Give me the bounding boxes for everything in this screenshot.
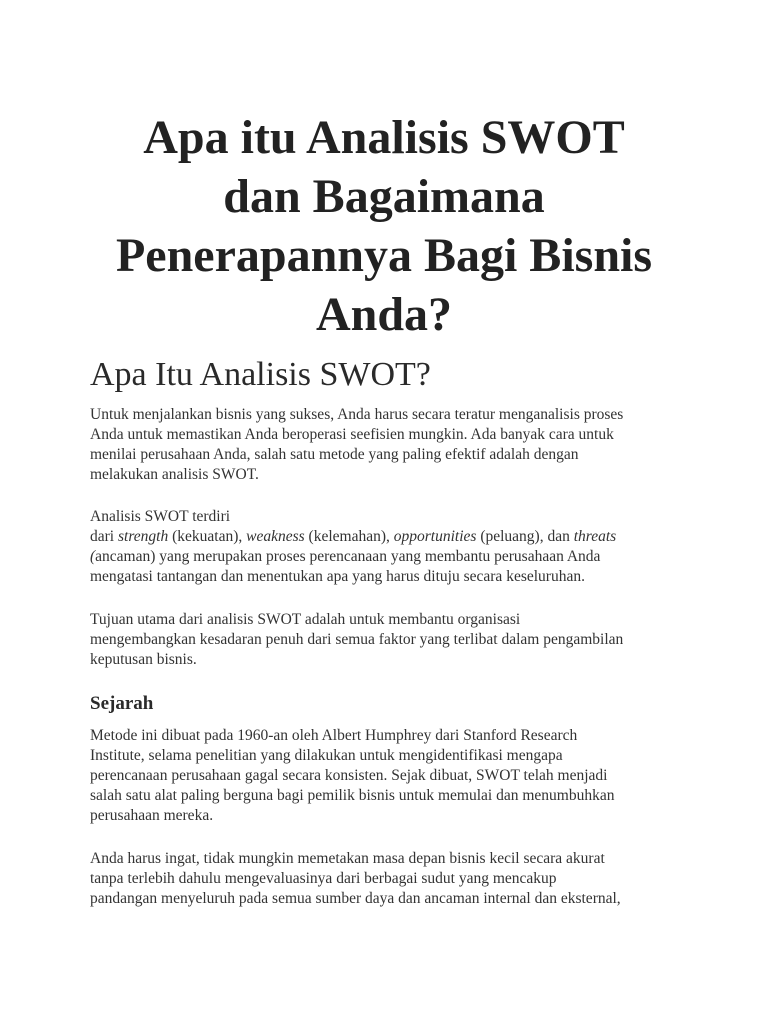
paragraph-intro (90, 405, 690, 485)
paragraph-line: Untuk menjalankan bisnis yang sukses, Anda harus secara teratur menganalisis proses (90, 406, 624, 423)
paragraph-line: Anda untuk memastikan Anda beroperasi seefisien mungkin. Ada banyak cara untuk (90, 426, 614, 443)
paragraph-line: mengatasi tantangan dan menentukan apa yang harus dituju secara keseluruhan. (90, 568, 585, 585)
title-line: Anda? (315, 288, 453, 341)
paragraph-purpose (90, 610, 690, 670)
paragraph-line (90, 527, 690, 547)
page-title (60, 108, 708, 344)
paragraph-line: keputusan bisnis. (90, 651, 197, 668)
paragraph-line: Anda harus ingat, tidak mungkin memetakan masa depan bisnis kecil secara akurat (90, 850, 605, 867)
paragraph-line: melakukan analisis SWOT. (90, 466, 259, 483)
term-strength: strength (117, 528, 169, 545)
text-fragment: ( (90, 548, 96, 565)
paragraph-line: Tujuan utama dari analisis SWOT adalah untuk membantu organisasi (90, 611, 521, 628)
paragraph-line: salah satu alat paling berguna bagi pemilik bisnis untuk memulai dan menumbuhkan (90, 787, 615, 804)
paragraph-line: menilai perusahaan Anda, salah satu metode yang paling efektif adalah dengan (90, 446, 579, 463)
title-line: dan Bagaimana (223, 170, 545, 223)
section-heading: Apa Itu Analisis SWOT? (90, 356, 431, 393)
text-fragment: dari (90, 528, 118, 545)
paragraph-line: Institute, selama penelitian yang dilakukan untuk mengidentifikasi mengapa (90, 747, 563, 764)
text-fragment: (kelemahan), (304, 528, 394, 545)
term-weakness: weakness (246, 528, 305, 545)
paragraph-line: perusahaan mereka. (90, 807, 214, 824)
text-fragment: ancaman) yang merupakan proses perencanaan yang membantu perusahaan Anda (95, 548, 601, 565)
paragraph-history (90, 726, 690, 826)
title-line: Apa itu Analisis SWOT (143, 111, 625, 164)
paragraph-line: Metode ini dibuat pada 1960-an oleh Albert Humphrey dari Stanford Research (90, 727, 578, 744)
paragraph-line (90, 547, 690, 567)
term-threats: threats (573, 528, 617, 545)
paragraph-swot-definition (90, 507, 690, 587)
term-opportunities: opportunities (393, 528, 477, 545)
paragraph-line: mengembangkan kesadaran penuh dari semua faktor yang terlibat dalam pengambilan (90, 631, 624, 648)
paragraph-line: Analisis SWOT terdiri (90, 508, 231, 525)
paragraph-line: perencanaan perusahaan gagal secara konsisten. Sejak dibuat, SWOT telah menjadi (90, 767, 608, 784)
title-line: Penerapannya Bagi Bisnis (115, 229, 653, 282)
text-fragment: (peluang), dan (476, 528, 574, 545)
paragraph-remember (90, 849, 690, 909)
paragraph-line: pandangan menyeluruh pada semua sumber daya dan ancaman internal dan eksternal, (90, 890, 621, 907)
subheading-history: Sejarah (90, 693, 154, 714)
text-fragment: (kekuatan), (168, 528, 247, 545)
paragraph-line: tanpa terlebih dahulu mengevaluasinya dari berbagai sudut yang mencakup (90, 870, 557, 887)
